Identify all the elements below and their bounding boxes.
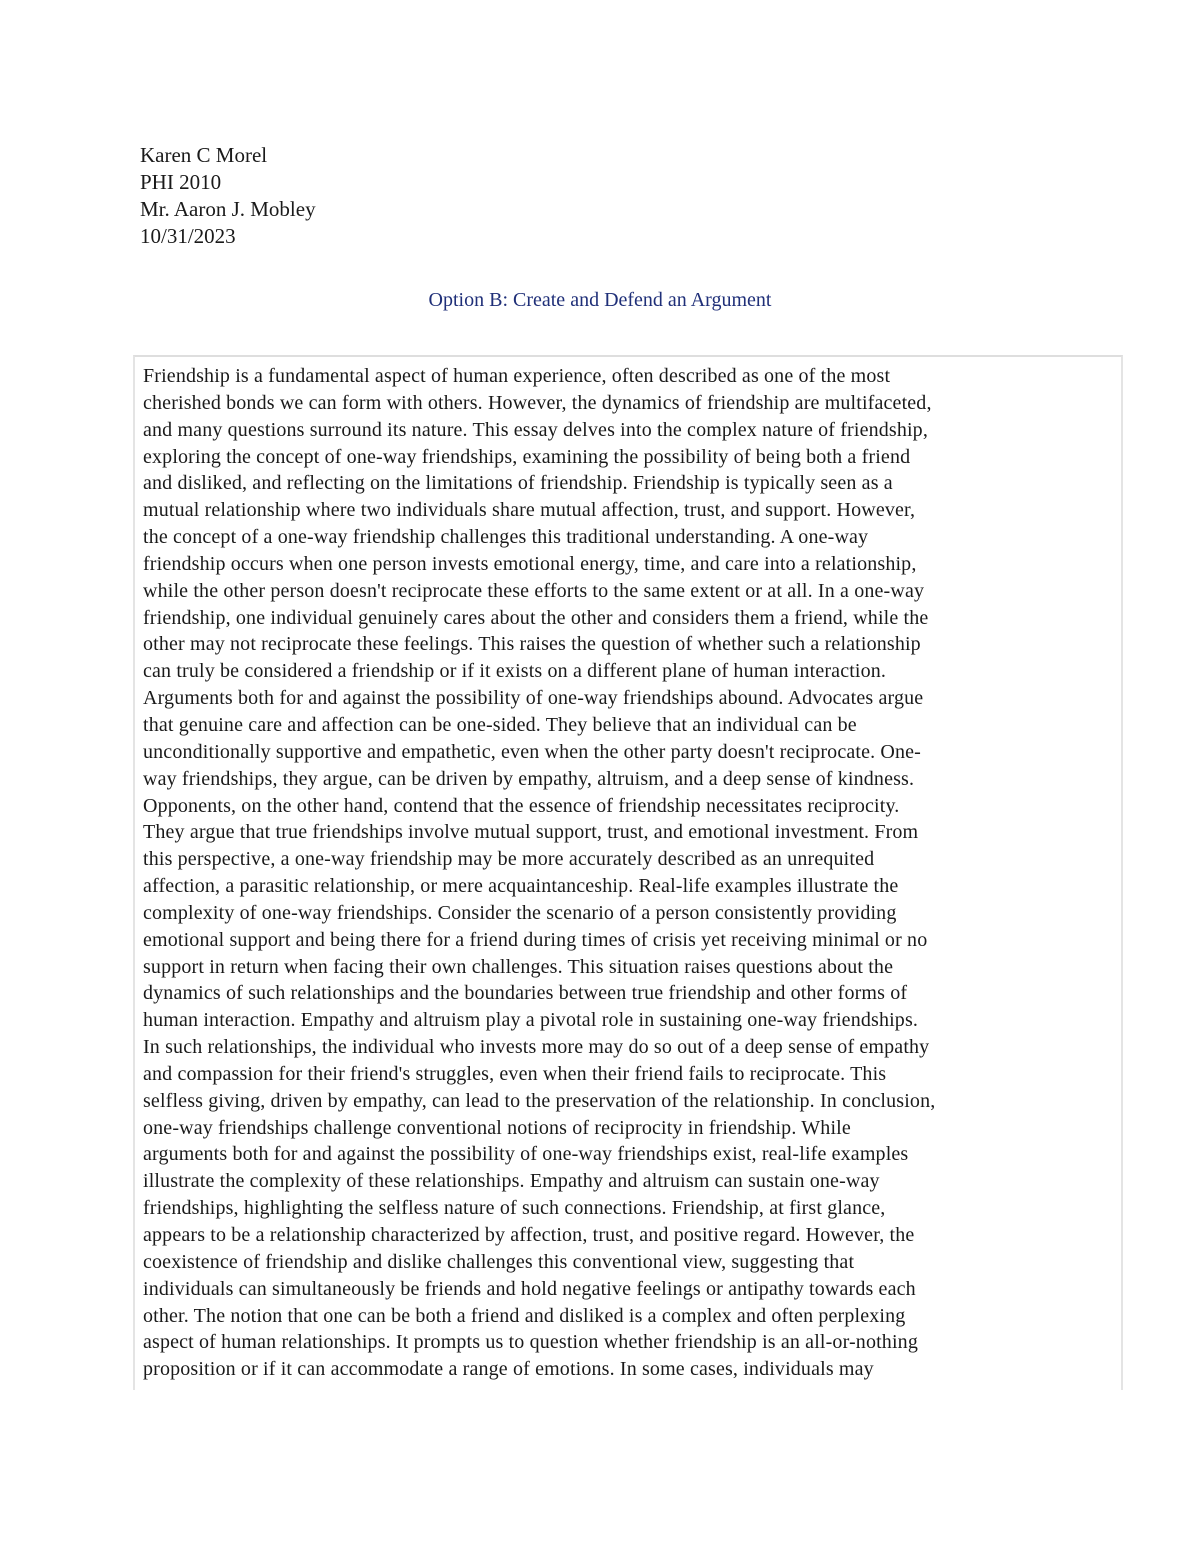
essay-line: human interaction. Empathy and altruism play a pivotal role in sustaining one-way friendships. xyxy=(143,1009,919,1032)
essay-text-box xyxy=(133,355,1123,1390)
essay-line: friendship occurs when one person invests emotional energy, time, and care into a relationship, xyxy=(143,552,917,575)
essay-line: Arguments both for and against the possibility of one-way friendships abound. Advocates argue xyxy=(143,687,924,710)
essay-line: friendship, one individual genuinely cares about the other and considers them a friend, while the xyxy=(143,606,929,629)
essay-line: illustrate the complexity of these relationships. Empathy and altruism can sustain one-way xyxy=(143,1170,880,1193)
essay-line: In such relationships, the individual who invests more may do so out of a deep sense of empathy xyxy=(143,1036,930,1059)
essay-line: aspect of human relationships. It prompts us to question whether friendship is an all-or-nothing xyxy=(143,1331,918,1354)
essay-line: this perspective, a one-way friendship may be more accurately described as an unrequited xyxy=(143,848,875,871)
essay-line: support in return when facing their own challenges. This situation raises questions about the xyxy=(143,955,894,978)
essay-line: while the other person doesn't reciprocate these efforts to the same extent or at all. In a one-way xyxy=(143,579,925,602)
submission-date: 10/31/2023 xyxy=(140,224,236,248)
essay-line: coexistence of friendship and dislike challenges this conventional view, suggesting that xyxy=(143,1250,855,1273)
essay-line: selfless giving, driven by empathy, can lead to the preservation of the relationship. In conclusion, xyxy=(143,1089,936,1112)
course-code: PHI 2010 xyxy=(140,170,222,194)
essay-line: Opponents, on the other hand, contend that the essence of friendship necessitates reciprocity. xyxy=(143,794,900,817)
essay-line: way friendships, they argue, can be driven by empathy, altruism, and a deep sense of kindness. xyxy=(143,767,915,790)
document-title: Option B: Create and Defend an Argument xyxy=(428,289,772,311)
essay-line: individuals can simultaneously be friends and hold negative feelings or antipathy towards each xyxy=(143,1277,916,1300)
essay-line: They argue that true friendships involve mutual support, trust, and emotional investment. From xyxy=(143,821,919,844)
essay-line: appears to be a relationship characterized by affection, trust, and positive regard. However, the xyxy=(143,1224,915,1246)
essay-line: arguments both for and against the possibility of one-way friendships exist, real-life examples xyxy=(143,1143,909,1166)
student-name: Karen C Morel xyxy=(140,143,268,167)
essay-line: proposition or if it can accommodate a range of emotions. In some cases, individuals may xyxy=(143,1358,874,1381)
essay-line: emotional support and being there for a friend during times of crisis yet receiving minimal or no xyxy=(143,928,928,951)
essay-line: friendships, highlighting the selfless nature of such connections. Friendship, at first glance, xyxy=(143,1197,886,1220)
essay-line: and disliked, and reflecting on the limitations of friendship. Friendship is typically seen as a xyxy=(143,472,893,495)
essay-line: can truly be considered a friendship or if it exists on a different plane of human interaction. xyxy=(143,660,887,683)
essay-line: Friendship is a fundamental aspect of human experience, often described as one of the most xyxy=(143,365,891,387)
document-header xyxy=(140,142,316,250)
essay-line: and many questions surround its nature. This essay delves into the complex nature of friendship, xyxy=(143,418,928,441)
essay-line: that genuine care and affection can be one-sided. They believe that an individual can be xyxy=(143,713,857,736)
essay-line: complexity of one-way friendships. Consider the scenario of a person consistently providing xyxy=(143,901,897,924)
essay-line: and compassion for their friend's struggles, even when their friend fails to reciprocate. This xyxy=(143,1062,887,1085)
essay-line: exploring the concept of one-way friendships, examining the possibility of being both a friend xyxy=(143,445,911,468)
essay-line: one-way friendships challenge conventional notions of reciprocity in friendship. While xyxy=(143,1116,851,1139)
essay-line: cherished bonds we can form with others. However, the dynamics of friendship are multifaceted, xyxy=(143,391,932,414)
essay-line: the concept of a one-way friendship challenges this traditional understanding. A one-way xyxy=(143,526,869,549)
essay-line: other. The notion that one can be both a friend and disliked is a complex and often perplexing xyxy=(143,1304,906,1327)
essay-line: dynamics of such relationships and the boundaries between true friendship and other forms of xyxy=(143,982,908,1005)
essay-line: unconditionally supportive and empathetic, even when the other party doesn't reciprocate. One- xyxy=(143,740,921,763)
instructor-name: Mr. Aaron J. Mobley xyxy=(140,197,316,221)
essay-line: affection, a parasitic relationship, or mere acquaintanceship. Real-life examples illustrate the xyxy=(143,875,899,898)
essay-line: other may not reciprocate these feelings. This raises the question of whether such a relationship xyxy=(143,633,921,656)
essay-body xyxy=(143,363,1058,1383)
essay-line: mutual relationship where two individuals share mutual affection, trust, and support. However, xyxy=(143,499,916,522)
